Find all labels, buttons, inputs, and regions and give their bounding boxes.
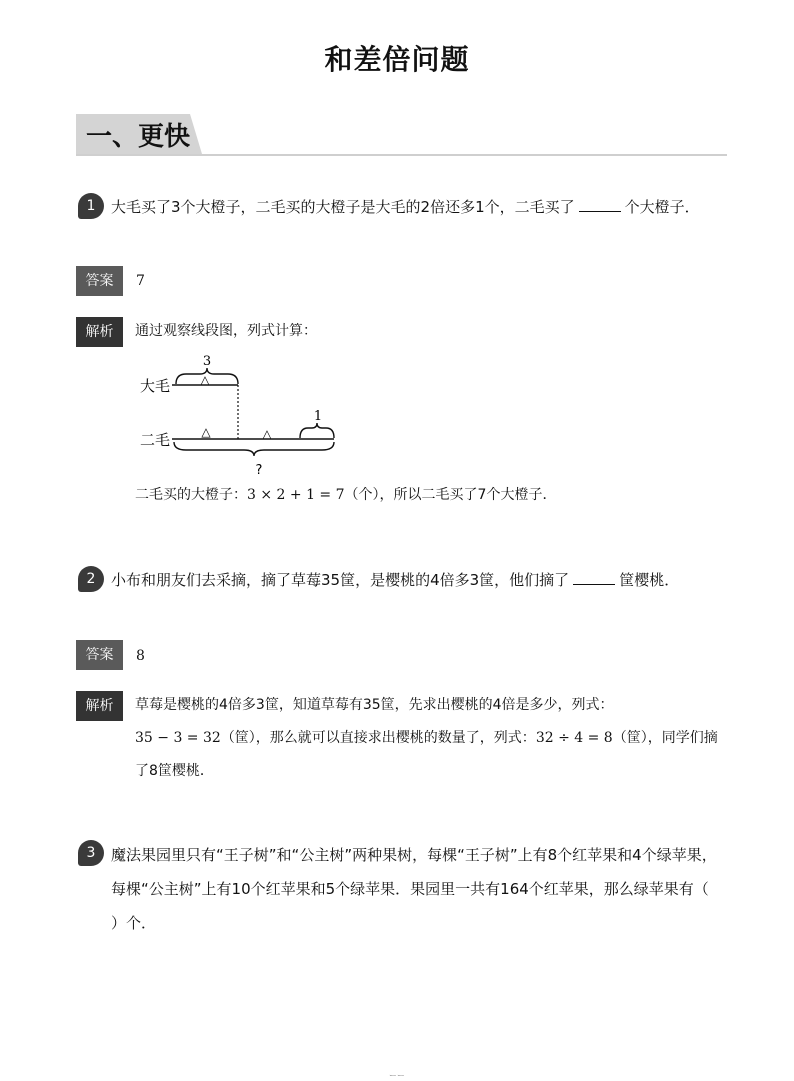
brace-bottom xyxy=(174,442,334,456)
analysis-2-line-2-b: （筐），同学们摘 xyxy=(612,730,718,746)
question-1-text xyxy=(111,190,700,224)
triangle-ermao-1: △ xyxy=(201,425,211,439)
question-3-line-3: ）个． xyxy=(111,914,157,932)
label-ermao: 二毛 xyxy=(140,431,171,449)
question-3-line-2: 每棵“公主树”上有10个红苹果和5个绿苹果．果园里一共有164个红苹果，那么绿苹果有（ xyxy=(111,880,709,898)
calc-2-expression-2: 32 ÷ 4 = 8 xyxy=(535,730,613,746)
question-2-text-a: 小布和朋友们去采摘，摘了草莓35筐，是樱桃的4倍多3筐，他们摘了 xyxy=(111,571,570,589)
triangle-damao: △ xyxy=(200,373,210,387)
section-label: 一、更快 xyxy=(86,122,191,152)
answer-value-1: 7 xyxy=(136,273,145,289)
question-number-1: 1 xyxy=(78,193,104,219)
label-top-3: 3 xyxy=(202,354,212,369)
question-1-text-b: 个大橙子． xyxy=(624,198,700,216)
analysis-2-line-2 xyxy=(135,722,718,755)
brace-right xyxy=(300,423,334,438)
analysis-tag-2: 解析 xyxy=(76,691,123,721)
answer-blank-1 xyxy=(579,197,621,212)
label-right-1: 1 xyxy=(313,409,323,424)
calc-1-prefix: 二毛买的大橙子： xyxy=(135,487,247,503)
question-1-text-a: 大毛买了3个大橙子，二毛买的大橙子是大毛的2倍还多1个，二毛买了 xyxy=(111,198,575,216)
analysis-2-line-3: 了8筐樱桃． xyxy=(135,763,214,779)
analysis-1-intro: 通过观察线段图，列式计算： xyxy=(135,323,317,339)
analysis-2-line-1: 草莓是樱桃的4倍多3筐，知道草莓有35筐，先求出樱桃的4倍是多少，列式： xyxy=(135,697,614,713)
question-3-line-1: 魔法果园里只有“王子树”和“公主树”两种果树，每棵“王子树”上有8个红苹果和4个绿苹果， xyxy=(111,846,717,864)
question-number-2: 2 xyxy=(78,566,104,592)
answer-value-2: 8 xyxy=(136,648,145,664)
question-2-text xyxy=(111,563,679,597)
section-header xyxy=(76,114,727,156)
question-number-3: 3 xyxy=(78,840,104,866)
analysis-tag-1: 解析 xyxy=(76,317,123,347)
analysis-1-calc xyxy=(135,479,556,512)
question-2-text-b: 筐樱桃． xyxy=(619,571,680,589)
answer-blank-2 xyxy=(573,570,615,585)
calc-1-expression: 3 × 2 + 1 = 7 xyxy=(247,487,345,503)
page-title: 和差倍问题 xyxy=(324,43,470,76)
triangle-ermao-2: △ xyxy=(262,427,272,441)
label-damao: 大毛 xyxy=(140,377,171,395)
answer-tag-2: 答案 xyxy=(76,640,123,670)
line-segment-diagram xyxy=(140,350,350,480)
question-mark: ? xyxy=(255,463,263,478)
footer-text: ーー xyxy=(389,1071,405,1080)
analysis-2-line-2-a: （筐），那么就可以直接求出樱桃的数量了，列式： xyxy=(220,730,536,746)
calc-2-expression-1: 35 − 3 = 32 xyxy=(135,730,221,746)
calc-1-suffix: （个），所以二毛买了7个大橙子． xyxy=(344,487,557,503)
answer-tag-1: 答案 xyxy=(76,266,123,296)
